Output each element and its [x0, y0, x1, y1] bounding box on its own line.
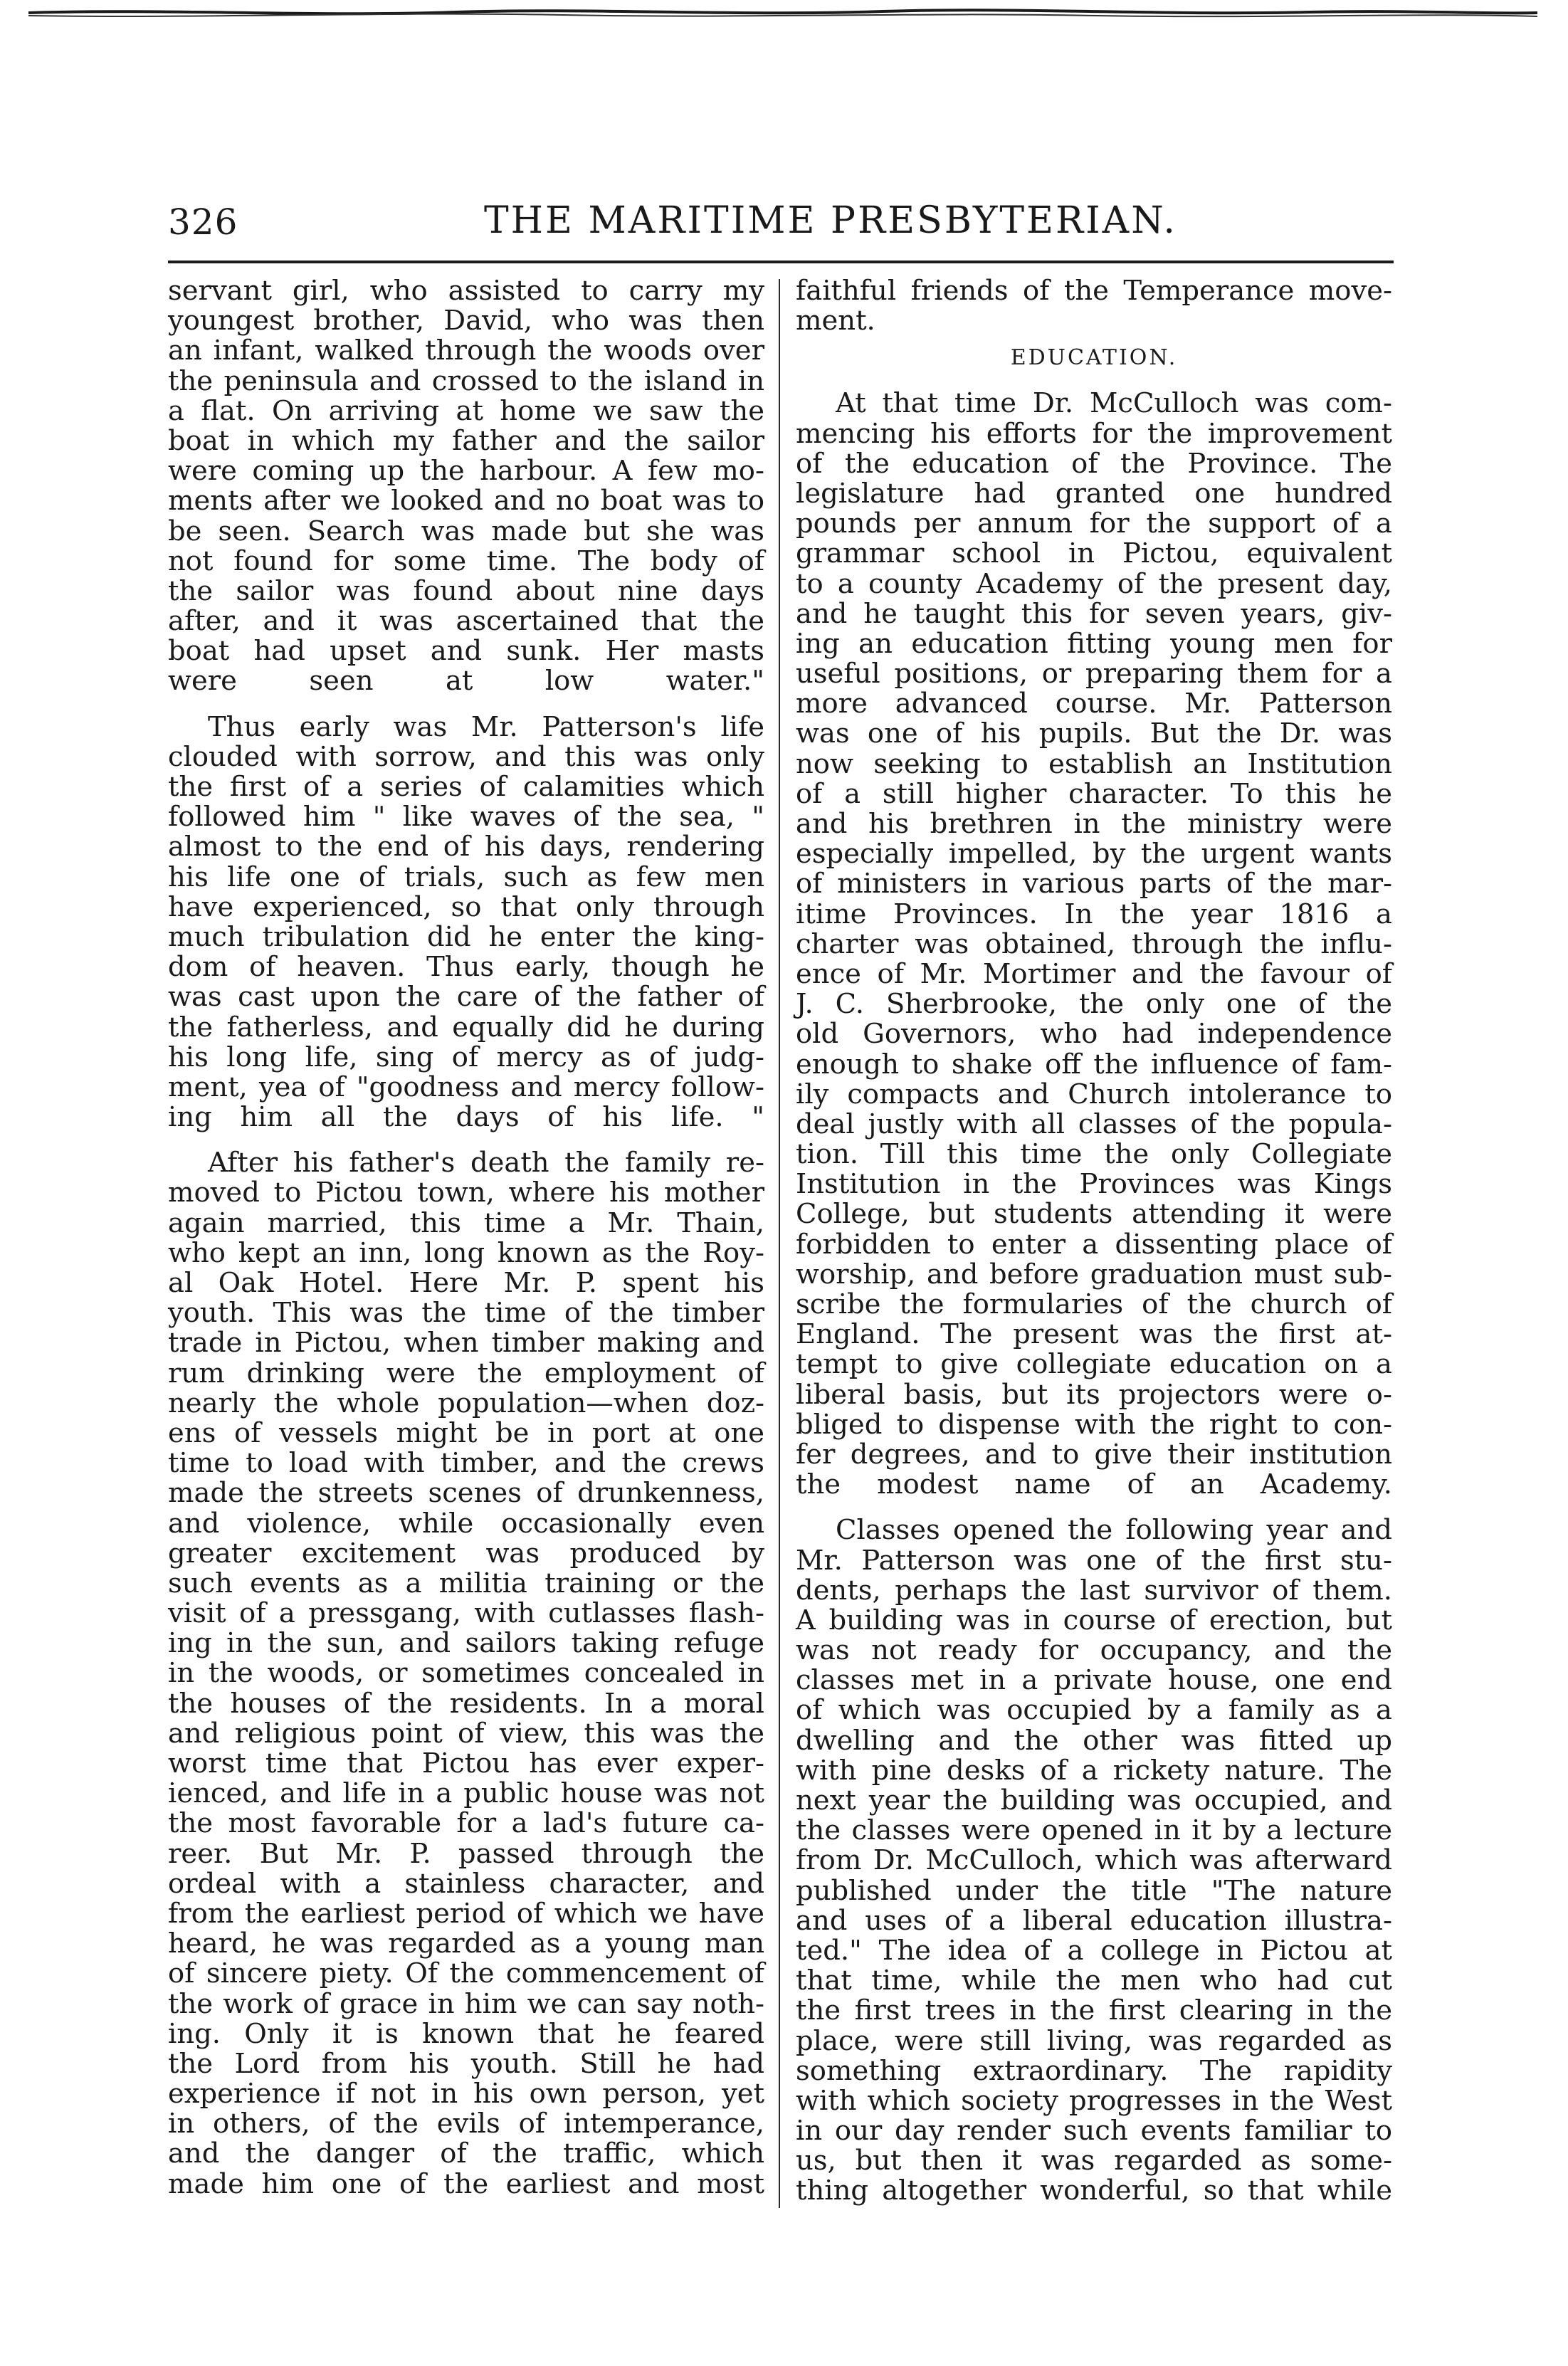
text-line: dom of heaven. Thus early, though he	[168, 951, 764, 984]
text-line: with which society progresses in the West	[796, 2084, 1392, 2117]
paragraph	[168, 276, 764, 697]
text-line: in our day render such events familiar to	[796, 2115, 1392, 2147]
section-heading-education: EDUCATION.	[1010, 345, 1178, 371]
text-line: ing an education fitting young men for	[796, 627, 1392, 660]
text-line: followed him " like waves of the sea, "	[168, 801, 764, 834]
text-line: experience if not in his own person, yet	[168, 2078, 764, 2110]
paragraph	[796, 276, 1392, 336]
text-line: dents, perhaps the last survivor of them.	[796, 1574, 1392, 1607]
text-line: the fatherless, and equally did he during	[168, 1011, 764, 1043]
paragraph-gap	[796, 1500, 1392, 1515]
text-line: that time, while the men who had cut	[796, 1965, 1392, 1997]
text-line: thing altogether wonderful, so that while	[796, 2175, 1392, 2207]
text-line: legislature had granted one hundred	[796, 477, 1392, 510]
text-line: from Dr. McCulloch, which was afterward	[796, 1844, 1392, 1877]
text-line: rum drinking were the employment of	[168, 1357, 764, 1389]
text-line: ment.	[796, 305, 875, 337]
text-line: in others, of the evils of intemperance,	[168, 2108, 764, 2140]
text-line: After his father's death the family re-	[208, 1147, 764, 1179]
text-line: ment, yea of "goodness and mercy follow-	[168, 1071, 764, 1103]
text-line: J. C. Sherbrooke, the only one of the	[796, 988, 1392, 1021]
text-line: and he taught this for seven years, giv-	[796, 597, 1392, 630]
text-line: have experienced, so that only through	[168, 890, 764, 923]
text-line: his long life, sing of mercy as of judg-	[168, 1041, 764, 1073]
text-line: not found for some time. The body of	[168, 545, 764, 577]
text-line: useful positions, or preparing them for a	[796, 658, 1392, 690]
text-line: charter was obtained, through the influ-	[796, 927, 1392, 960]
page-number: 326	[168, 201, 238, 243]
text-line: bliged to dispense with the right to con-	[796, 1408, 1392, 1441]
paragraph-gap	[168, 1132, 764, 1148]
text-line: the modest name of an Academy.	[796, 1468, 1392, 1501]
text-line: tempt to give collegiate education on a	[796, 1348, 1392, 1381]
right-column	[796, 276, 1392, 2207]
text-line: and violence, while occasionally even	[168, 1507, 764, 1540]
text-line: the sailor was found about nine days	[168, 574, 764, 607]
text-line: more advanced course. Mr. Patterson	[796, 688, 1392, 720]
column-divider	[779, 279, 780, 2208]
text-line: greater excitement was produced by	[168, 1537, 764, 1570]
text-line: College, but students attending it were	[796, 1198, 1392, 1231]
text-line: mencing his efforts for the improvement	[796, 417, 1392, 450]
text-line: the Lord from his youth. Still he had	[168, 2047, 764, 2080]
text-line: old Governors, who had independence	[796, 1018, 1392, 1051]
text-line: of sincere piety. Of the commencement of	[168, 1957, 764, 1990]
text-line: were seen at low water."	[168, 665, 764, 698]
paragraph	[796, 389, 1392, 1500]
text-line: time to load with timber, and the crews	[168, 1447, 764, 1480]
text-line: ily compacts and Church intolerance to	[796, 1078, 1392, 1110]
text-line: forbidden to enter a dissenting place of	[796, 1228, 1392, 1261]
text-line: after, and it was ascertained that the	[168, 605, 764, 638]
text-line: us, but then it was regarded as some-	[796, 2145, 1392, 2177]
text-line: again married, this time a Mr. Thain,	[168, 1206, 764, 1239]
text-line: nearly the whole population—when doz-	[168, 1387, 764, 1419]
paragraph	[796, 1515, 1392, 2206]
text-line: boat had upset and sunk. Her masts	[168, 635, 764, 668]
text-line: and his brethren in the ministry were	[796, 808, 1392, 840]
text-line: ing him all the days of his life. "	[168, 1101, 764, 1134]
text-line: with pine desks of a rickety nature. The	[796, 1754, 1392, 1787]
text-line: Classes opened the following year and	[836, 1514, 1392, 1547]
text-line: youth. This was the time of the timber	[168, 1297, 764, 1330]
text-line: such events as a militia training or the	[168, 1567, 764, 1599]
text-line: the first trees in the first clearing in the	[796, 1994, 1392, 2027]
text-line: clouded with sorrow, and this was only	[168, 740, 764, 773]
text-line: Mr. Patterson was one of the first stu-	[796, 1544, 1392, 1577]
text-line: was one of his pupils. But the Dr. was	[796, 717, 1392, 750]
paragraph	[168, 710, 764, 1134]
text-line: the houses of the residents. In a moral	[168, 1687, 764, 1720]
text-line: deal justly with all classes of the popula-	[796, 1108, 1392, 1140]
text-line: worst time that Pictou has ever exper-	[168, 1747, 764, 1779]
text-line: boat in which my father and the sailor	[168, 424, 764, 457]
text-line: ordeal with a stainless character, and	[168, 1867, 764, 1900]
text-line: made him one of the earliest and most	[168, 2167, 764, 2200]
text-line: dwelling and the other was fitted up	[796, 1724, 1392, 1757]
text-line: be seen. Search was made but she was	[168, 515, 764, 547]
text-line: worship, and before graduation must sub-	[796, 1258, 1392, 1290]
text-line: Thus early was Mr. Patterson's life	[208, 710, 764, 743]
text-line: next year the building was occupied, and	[796, 1784, 1392, 1816]
text-line: was not ready for occupancy, and the	[796, 1634, 1392, 1667]
text-line: England. The present was the first at-	[796, 1318, 1392, 1351]
right-opening-paragraph	[796, 276, 1392, 336]
text-line: At that time Dr. McCulloch was com-	[836, 387, 1392, 420]
text-line: moved to Pictou town, where his mother	[168, 1177, 764, 1209]
running-title: THE MARITIME PRESBYTERIAN.	[484, 199, 1177, 242]
text-line: and uses of a liberal education illustra-	[796, 1904, 1392, 1937]
text-line: of the education of the Province. The	[796, 447, 1392, 480]
text-line: grammar school in Pictou, equivalent	[796, 537, 1392, 570]
text-line: visit of a pressgang, with cutlasses flash-	[168, 1597, 764, 1630]
paragraph-gap	[168, 697, 764, 713]
text-line: ienced, and life in a public house was not	[168, 1777, 764, 1810]
text-line: Institution in the Provinces was Kings	[796, 1168, 1392, 1201]
text-line: in the woods, or sometimes concealed in	[168, 1657, 764, 1690]
text-line: A building was in course of erection, but	[796, 1604, 1392, 1636]
paragraph	[168, 1148, 764, 2199]
text-line: pounds per annum for the support of a	[796, 508, 1392, 540]
text-line: liberal basis, but its projectors were o-	[796, 1378, 1392, 1411]
text-line: the classes were opened in it by a lecture	[796, 1814, 1392, 1847]
text-line: of ministers in various parts of the mar-	[796, 868, 1392, 900]
text-line: ens of vessels might be in port at one	[168, 1416, 764, 1449]
text-line: enough to shake off the influence of fam-	[796, 1048, 1392, 1081]
text-line: ted." The idea of a college in Pictou at	[796, 1934, 1392, 1967]
text-line: the work of grace in him we can say noth-	[168, 1987, 764, 2020]
text-line: a flat. On arriving at home we saw the	[168, 394, 764, 427]
text-line: itime Provinces. In the year 1816 a	[796, 898, 1392, 930]
text-line: who kept an inn, long known as the Roy-	[168, 1236, 764, 1269]
text-line: classes met in a private house, one end	[796, 1664, 1392, 1697]
text-line: something extraordinary. The rapidity	[796, 2054, 1392, 2087]
text-line: youngest brother, David, who was then	[168, 305, 764, 337]
text-line: ments after we looked and no boat was to	[168, 485, 764, 517]
text-line: the most favorable for a lad's future ca-	[168, 1807, 764, 1840]
text-line: especially impelled, by the urgent wants	[796, 838, 1392, 871]
text-line: were coming up the harbour. A few mo-	[168, 455, 764, 488]
text-line: scribe the formularies of the church of	[796, 1288, 1392, 1320]
text-line: and religious point of view, this was the	[168, 1717, 764, 1750]
text-line: almost to the end of his days, rendering	[168, 831, 764, 863]
header-rule	[168, 261, 1394, 263]
text-line: ing in the sun, and sailors taking refuge	[168, 1627, 764, 1660]
text-line: now seeking to establish an Institution	[796, 747, 1392, 780]
text-line: an infant, walked through the woods over	[168, 335, 764, 367]
text-line: servant girl, who assisted to carry my	[168, 275, 764, 307]
text-line: tion. Till this time the only Collegiate	[796, 1138, 1392, 1171]
text-line: was cast upon the care of the father of	[168, 981, 764, 1014]
text-line: al Oak Hotel. Here Mr. P. spent his	[168, 1267, 764, 1299]
text-line: ence of Mr. Mortimer and the favour of	[796, 957, 1392, 990]
left-column	[168, 276, 764, 2199]
text-line: ing. Only it is known that he feared	[168, 2017, 764, 2050]
text-line: of a still higher character. To this he	[796, 777, 1392, 810]
text-line: the peninsula and crossed to the island in	[168, 364, 764, 397]
text-line: of which was occupied by a family as a	[796, 1694, 1392, 1727]
text-line: reer. But Mr. P. passed through the	[168, 1837, 764, 1870]
text-line: made the streets scenes of drunkenness,	[168, 1477, 764, 1510]
text-line: much tribulation did he enter the king-	[168, 920, 764, 953]
text-line: the first of a series of calamities which	[168, 771, 764, 803]
text-line: fer degrees, and to give their institution	[796, 1438, 1392, 1471]
text-line: heard, he was regarded as a young man	[168, 1928, 764, 1960]
text-line: published under the title "The nature	[796, 1874, 1392, 1907]
text-line: trade in Pictou, when timber making and	[168, 1327, 764, 1360]
text-line: from the earliest period of which we have	[168, 1897, 764, 1930]
text-line: to a county Academy of the present day,	[796, 567, 1392, 600]
text-line: and the danger of the traffic, which	[168, 2138, 764, 2170]
text-line: faithful friends of the Temperance move-	[796, 275, 1392, 307]
text-line: his life one of trials, such as few men	[168, 861, 764, 893]
text-line: place, were still living, was regarded as	[796, 2024, 1392, 2057]
top-edge-rule	[28, 6, 1537, 23]
right-paragraphs	[796, 389, 1392, 2206]
